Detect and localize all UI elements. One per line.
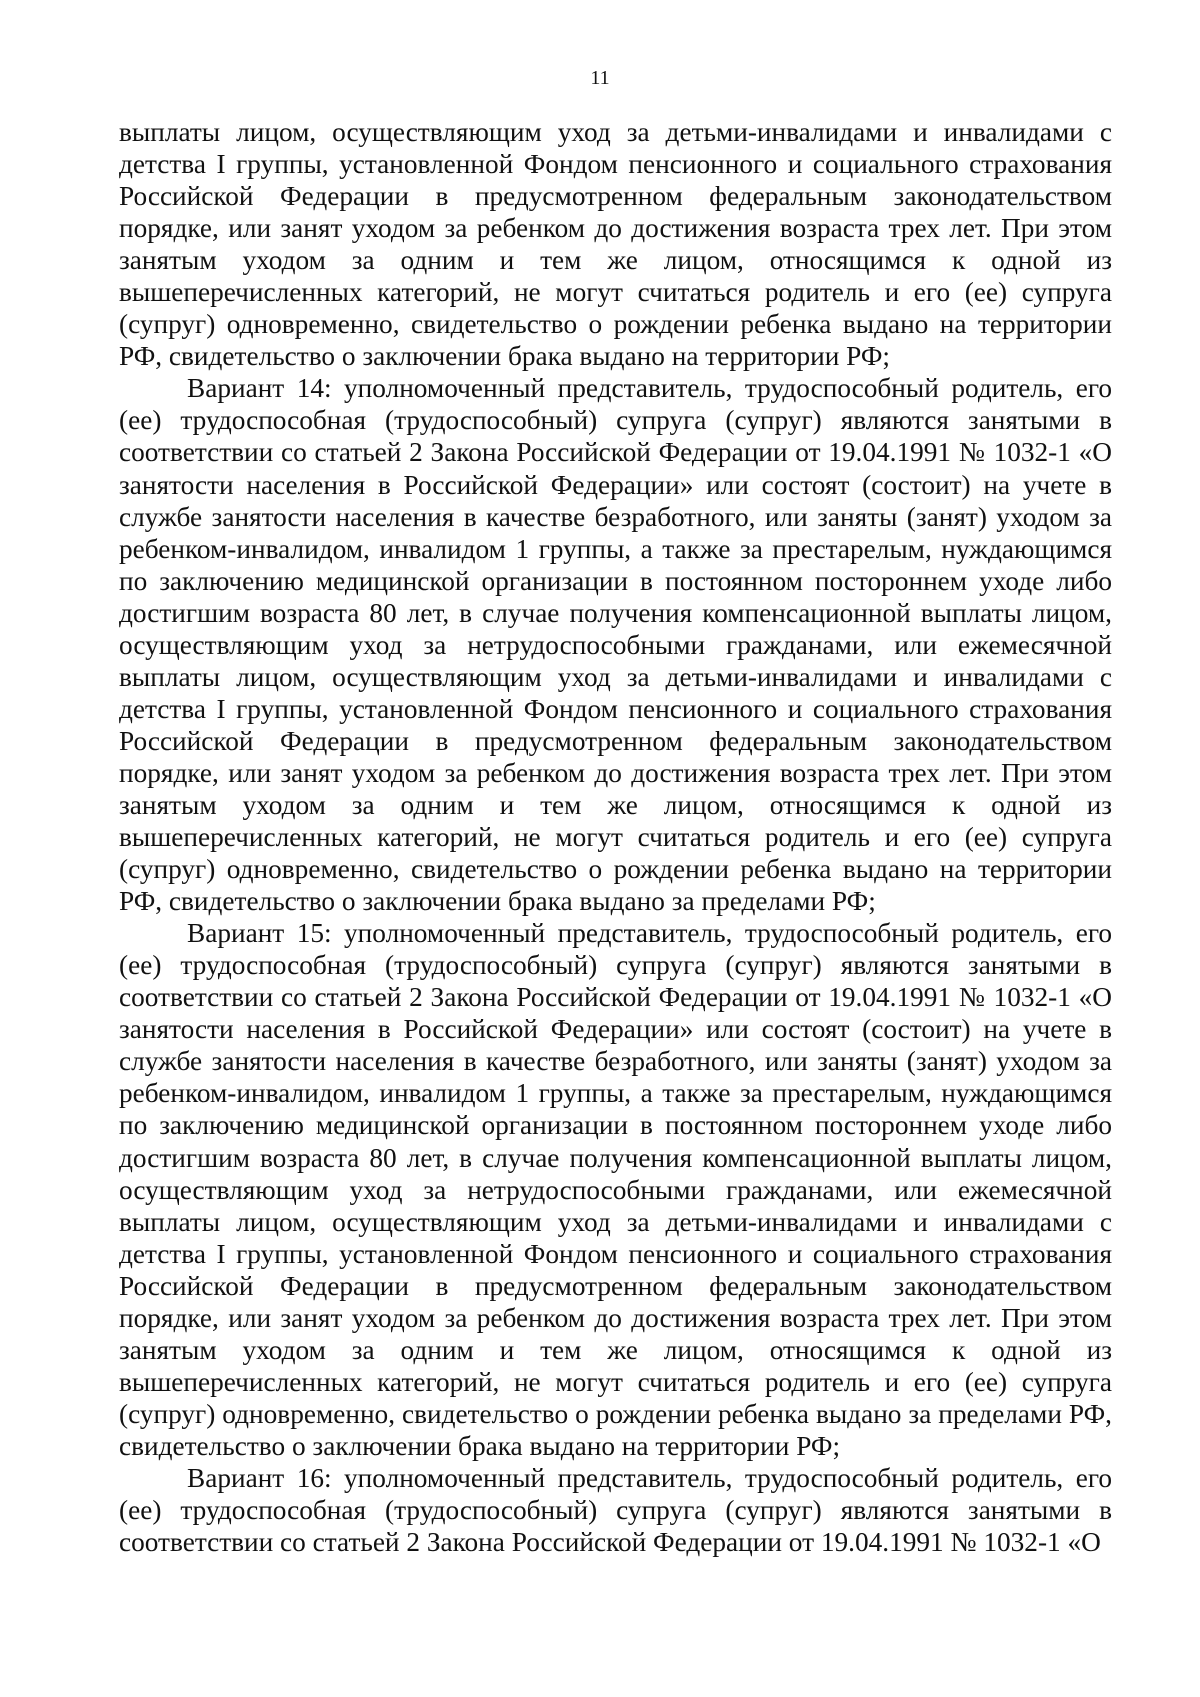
paragraph-variant-14: Вариант 14: уполномоченный представитель, трудоспособный родитель, его (ее) трудоспособная (трудоспособный) супруга (супруг) являются занятыми в соответствии со статьей 2 Закона Российской Федерации от 19.04.1991 № 1032-1 «О занятости населения в Российской Федерации» или состоят (состоит) на учете в службе занятости населения в качестве безработного, или заняты (занят) уходом за ребенком-инвалидом, инвалидом 1 группы, а также за престарелым, нуждающимся по заключению медицинской организации в постоянном постороннем уходе либо достигшим возраста 80 лет, в случае получения компенсационной выплаты лицом, осуществляющим уход за нетрудоспособными гражданами, или ежемесячной выплаты лицом, осуществляющим уход за детьми-инвалидами и инвалидами с детства I группы, установленной Фондом пенсионного и социального страхования Российской Федерации в предусмотренном федеральным законодательством порядке, или занят уходом за ребенком до достижения возраста трех лет. При этом занятым уходом за одним и тем же лицом, относящимся к одной из вышеперечисленных категорий, не могут считаться родитель и его (ее) супруга (супруг) одновременно, свидетельство о рождении ребенка выдано на территории РФ, свидетельство о заключении брака выдано за пределами РФ; <box>119 373 1112 917</box>
page-number: 11 <box>590 67 610 89</box>
paragraph-variant-15: Вариант 15: уполномоченный представитель, трудоспособный родитель, его (ее) трудоспособная (трудоспособный) супруга (супруг) являются занятыми в соответствии со статьей 2 Закона Российской Федерации от 19.04.1991 № 1032-1 «О занятости населения в Российской Федерации» или состоят (состоит) на учете в службе занятости населения в качестве безработного, или заняты (занят) уходом за ребенком-инвалидом, инвалидом 1 группы, а также за престарелым, нуждающимся по заключению медицинской организации в постоянном постороннем уходе либо достигшим возраста 80 лет, в случае получения компенсационной выплаты лицом, осуществляющим уход за нетрудоспособными гражданами, или ежемесячной выплаты лицом, осуществляющим уход за детьми-инвалидами и инвалидами с детства I группы, установленной Фондом пенсионного и социального страхования Российской Федерации в предусмотренном федеральным законодательством порядке, или занят уходом за ребенком до достижения возраста трех лет. При этом занятым уходом за одним и тем же лицом, относящимся к одной из вышеперечисленных категорий, не могут считаться родитель и его (ее) супруга (супруг) одновременно, свидетельство о рождении ребенка выдано за пределами РФ, свидетельство о заключении брака выдано на территории РФ; <box>119 918 1112 1461</box>
document-body <box>119 116 1112 1558</box>
paragraph-variant-16: Вариант 16: уполномоченный представитель, трудоспособный родитель, его (ее) трудоспособная (трудоспособный) супруга (супруг) являются занятыми в соответствии со статьей 2 Закона Российской Федерации от 19.04.1991 № 1032-1 «О <box>119 1462 1112 1558</box>
paragraph-continuation: выплаты лицом, осуществляющим уход за детьми-инвалидами и инвалидами с детства I группы, установленной Фондом пенсионного и социального страхования Российской Федерации в предусмотренном федеральным законодательством порядке, или занят уходом за ребенком до достижения возраста трех лет. При этом занятым уходом за одним и тем же лицом, относящимся к одной из вышеперечисленных категорий, не могут считаться родитель и его (ее) супруга (супруг) одновременно, свидетельство о рождении ребенка выдано на территории РФ, свидетельство о заключении брака выдано на территории РФ; <box>119 117 1112 372</box>
